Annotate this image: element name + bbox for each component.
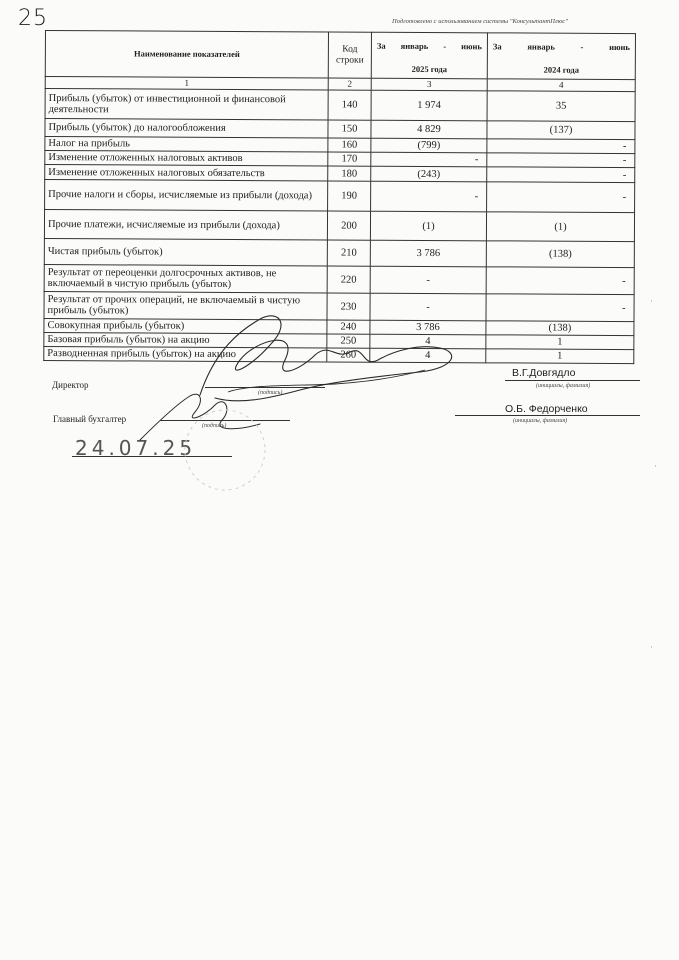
row-value-2024: 1 bbox=[486, 349, 634, 364]
row-code: 250 bbox=[327, 334, 370, 348]
row-value-2025: 3 786 bbox=[370, 240, 486, 267]
date-underline bbox=[72, 456, 232, 457]
row-value-2025: 4 829 bbox=[371, 120, 487, 139]
row-name: Результат от переоценки долгосрочных активов, не включаемый в чистую прибыль (убыток) bbox=[44, 264, 327, 292]
row-value-2025: (1) bbox=[370, 211, 486, 241]
row-value-2024: 1 bbox=[486, 335, 634, 350]
director-label: Директор bbox=[52, 380, 89, 390]
period-2025-prefix: За bbox=[376, 40, 386, 51]
row-value-2025: 4 bbox=[370, 348, 486, 363]
row-value-2024: 35 bbox=[487, 91, 635, 122]
row-name: Изменение отложенных налоговых обязательств bbox=[45, 165, 328, 181]
row-name: Совокупная прибыль (убыток) bbox=[44, 318, 327, 333]
row-value-2024: (1) bbox=[486, 212, 634, 242]
director-name-caption: (инициалы, фамилия) bbox=[536, 383, 591, 389]
row-value-2024: (138) bbox=[486, 321, 634, 336]
header-line-code: Код строки bbox=[328, 32, 371, 78]
faint-stamp bbox=[185, 410, 265, 490]
scan-speck: · bbox=[654, 461, 657, 471]
period-2024-prefix: За bbox=[492, 40, 502, 51]
row-code: 140 bbox=[328, 90, 371, 120]
period-2025-year: 2025 года bbox=[411, 63, 447, 74]
page-number: 25 bbox=[18, 6, 48, 31]
row-value-2024: (137) bbox=[487, 121, 635, 140]
row-value-2024: - bbox=[487, 182, 635, 213]
accountant-signature-line bbox=[160, 420, 290, 421]
period-2025-dash: - bbox=[443, 40, 447, 51]
scan-speck: · bbox=[650, 296, 653, 306]
row-code: 170 bbox=[328, 152, 371, 166]
row-value-2025: - bbox=[370, 293, 486, 321]
scan-speck: · bbox=[650, 642, 653, 652]
accountant-name-caption: (инициалы, фамилия) bbox=[513, 418, 568, 424]
row-code: 150 bbox=[328, 120, 371, 138]
header-period-2025 bbox=[371, 32, 487, 79]
row-code: 220 bbox=[327, 266, 370, 293]
source-note: Подготовлено с использованием системы "КонсультантПлюс" bbox=[392, 18, 568, 25]
row-value-2025: 3 786 bbox=[370, 320, 486, 335]
handwritten-date: 24.07.25 bbox=[75, 436, 197, 460]
table-row bbox=[44, 210, 634, 242]
row-name: Изменение отложенных налоговых активов bbox=[45, 151, 328, 166]
row-code: 200 bbox=[327, 211, 370, 240]
row-value-2025: - bbox=[371, 152, 487, 167]
row-value-2024: - bbox=[487, 139, 635, 154]
row-code: 230 bbox=[327, 293, 370, 320]
accountant-name: О.Б. Федорченко bbox=[505, 403, 588, 415]
row-value-2025: 1 974 bbox=[371, 90, 487, 121]
row-code: 190 bbox=[328, 181, 371, 211]
row-name: Налог на прибыль bbox=[45, 137, 328, 152]
column-number: 3 bbox=[371, 78, 487, 91]
row-value-2025: - bbox=[371, 181, 487, 212]
row-value-2025: - bbox=[370, 266, 486, 294]
header-period-2024 bbox=[487, 33, 635, 80]
row-name: Разводненная прибыль (убыток) на акцию bbox=[44, 346, 327, 361]
row-name: Результат от прочих операций, не включаемый в чистую прибыль (убыток) bbox=[44, 291, 327, 319]
period-2024-dash: - bbox=[580, 41, 584, 52]
table-row bbox=[45, 180, 635, 213]
row-value-2024: (138) bbox=[486, 241, 634, 268]
table-row bbox=[44, 291, 634, 321]
row-name: Прибыль (убыток) до налогообложения bbox=[45, 119, 328, 138]
row-code: 180 bbox=[328, 166, 371, 181]
table-row bbox=[45, 89, 635, 122]
accountant-label: Главный бухгалтер bbox=[53, 414, 127, 424]
row-value-2025: 4 bbox=[370, 334, 486, 349]
accountant-name-line bbox=[455, 415, 640, 416]
column-number: 2 bbox=[328, 78, 371, 90]
row-code: 260 bbox=[327, 348, 370, 362]
row-value-2024: - bbox=[486, 267, 634, 295]
column-number: 1 bbox=[45, 77, 328, 90]
financial-results-table bbox=[43, 30, 636, 364]
row-value-2025: (243) bbox=[371, 166, 487, 182]
header-indicator-name: Наименование показателей bbox=[45, 31, 328, 78]
director-name: В.Г.Довгядло bbox=[512, 367, 576, 379]
row-code: 240 bbox=[327, 320, 370, 334]
row-name: Чистая прибыль (убыток) bbox=[44, 238, 327, 265]
table-row bbox=[44, 238, 634, 267]
row-value-2024: - bbox=[487, 153, 635, 168]
row-name: Прибыль (убыток) от инвестиционной и финансовой деятельности bbox=[45, 89, 328, 120]
row-value-2024: - bbox=[487, 167, 635, 183]
director-signature-flourish bbox=[228, 370, 425, 392]
row-name: Прочие платежи, исчисляемые из прибыли (дохода) bbox=[44, 210, 327, 240]
row-name: Базовая прибыль (убыток) на акцию bbox=[44, 332, 327, 347]
column-number: 4 bbox=[487, 79, 635, 92]
period-2025-month-to: июнь bbox=[461, 40, 482, 51]
table-row bbox=[44, 346, 634, 363]
director-signature-caption: (подпись) bbox=[258, 390, 283, 396]
accountant-signature-caption: (подпись) bbox=[202, 423, 227, 429]
table-row bbox=[44, 264, 634, 294]
accountant-signature-scribble bbox=[140, 394, 260, 440]
row-value-2024: - bbox=[486, 294, 634, 322]
row-name: Прочие налоги и сборы, исчисляемые из прибыли (дохода) bbox=[45, 180, 328, 211]
table-header-row bbox=[45, 31, 635, 80]
row-code: 160 bbox=[328, 138, 371, 152]
period-2024-year: 2024 года bbox=[543, 64, 579, 75]
row-code: 210 bbox=[327, 240, 370, 266]
director-signature-line bbox=[205, 387, 325, 388]
director-name-line bbox=[505, 380, 640, 381]
period-2025-month-from: январь bbox=[400, 40, 429, 51]
period-2024-month-to: июнь bbox=[609, 41, 630, 52]
period-2024-month-from: январь bbox=[527, 41, 555, 52]
row-value-2025: (799) bbox=[371, 138, 487, 153]
